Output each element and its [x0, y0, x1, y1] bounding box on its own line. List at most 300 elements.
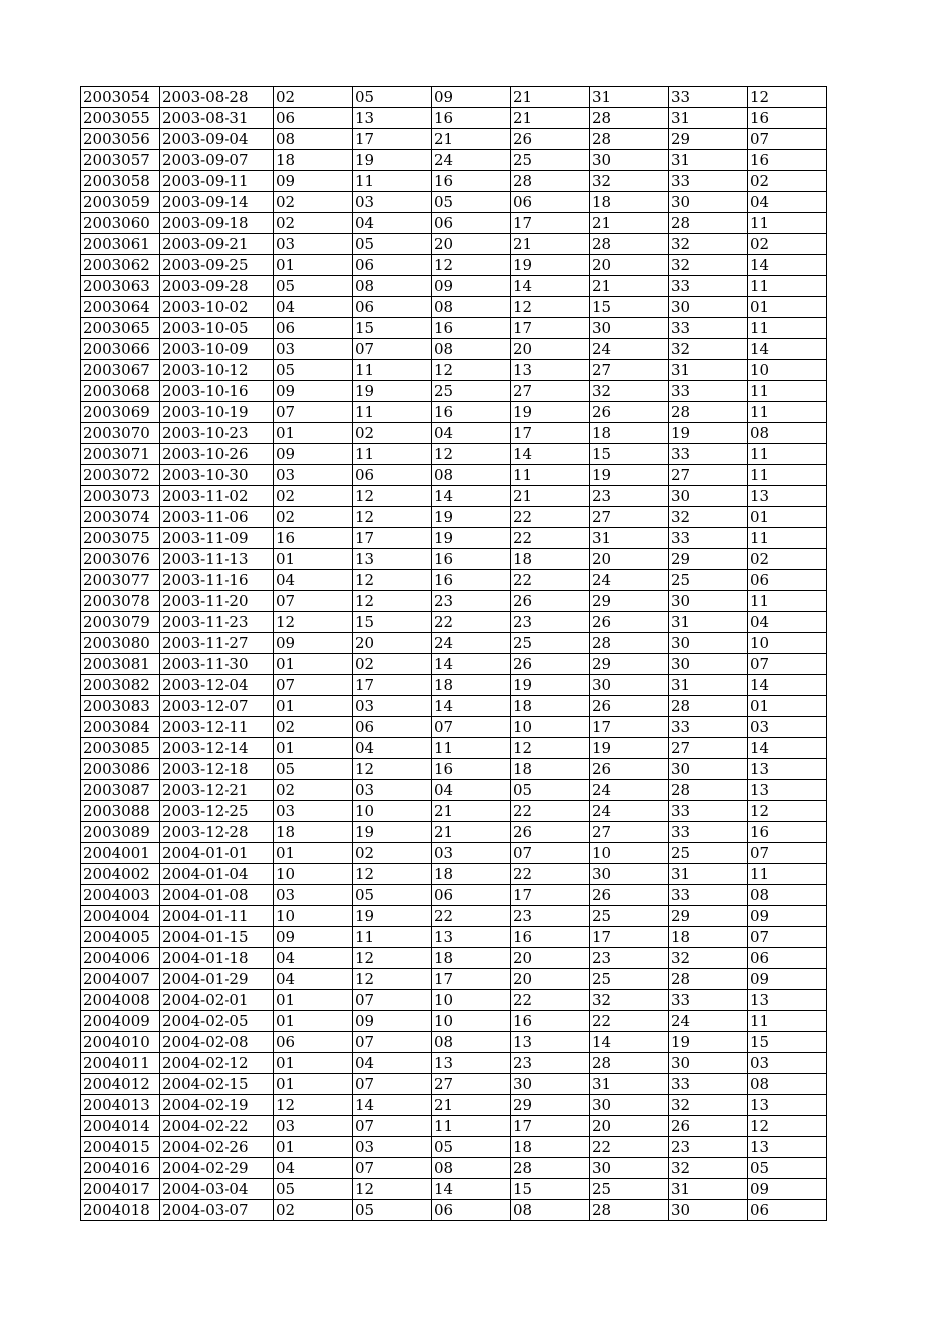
number-6-cell: 30 [669, 486, 748, 507]
number-1-cell: 04 [274, 948, 353, 969]
number-3-cell: 08 [432, 465, 511, 486]
number-6-cell: 25 [669, 570, 748, 591]
number-6-cell: 28 [669, 780, 748, 801]
table-row [81, 801, 827, 822]
issue-number-cell: 2003082 [81, 675, 160, 696]
number-4-cell: 23 [511, 612, 590, 633]
number-4-cell: 16 [511, 927, 590, 948]
special-number-cell: 07 [748, 129, 827, 150]
issue-number-cell: 2003083 [81, 696, 160, 717]
number-4-cell: 21 [511, 234, 590, 255]
table-row [81, 927, 827, 948]
number-1-cell: 04 [274, 1158, 353, 1179]
number-3-cell: 11 [432, 738, 511, 759]
issue-number-cell: 2003069 [81, 402, 160, 423]
number-1-cell: 09 [274, 171, 353, 192]
number-1-cell: 01 [274, 843, 353, 864]
number-4-cell: 25 [511, 150, 590, 171]
number-3-cell: 06 [432, 885, 511, 906]
number-5-cell: 29 [590, 654, 669, 675]
number-5-cell: 28 [590, 129, 669, 150]
special-number-cell: 07 [748, 843, 827, 864]
table-row [81, 885, 827, 906]
number-5-cell: 24 [590, 570, 669, 591]
number-6-cell: 32 [669, 507, 748, 528]
table-row [81, 1116, 827, 1137]
number-4-cell: 11 [511, 465, 590, 486]
number-4-cell: 15 [511, 1179, 590, 1200]
table-row [81, 213, 827, 234]
draw-date-cell: 2003-11-16 [160, 570, 274, 591]
table-row [81, 507, 827, 528]
issue-number-cell: 2004008 [81, 990, 160, 1011]
number-5-cell: 27 [590, 360, 669, 381]
number-2-cell: 12 [353, 759, 432, 780]
number-4-cell: 21 [511, 486, 590, 507]
number-1-cell: 04 [274, 570, 353, 591]
special-number-cell: 14 [748, 675, 827, 696]
number-3-cell: 18 [432, 675, 511, 696]
number-3-cell: 08 [432, 1158, 511, 1179]
number-6-cell: 31 [669, 150, 748, 171]
number-2-cell: 07 [353, 1032, 432, 1053]
number-6-cell: 29 [669, 129, 748, 150]
special-number-cell: 03 [748, 717, 827, 738]
number-4-cell: 06 [511, 192, 590, 213]
number-3-cell: 27 [432, 1074, 511, 1095]
number-4-cell: 22 [511, 570, 590, 591]
draw-date-cell: 2003-11-02 [160, 486, 274, 507]
draw-date-cell: 2004-02-01 [160, 990, 274, 1011]
number-4-cell: 25 [511, 633, 590, 654]
number-3-cell: 16 [432, 759, 511, 780]
draw-date-cell: 2003-10-30 [160, 465, 274, 486]
number-1-cell: 07 [274, 591, 353, 612]
number-1-cell: 05 [274, 1179, 353, 1200]
table-row [81, 1095, 827, 1116]
draw-date-cell: 2003-11-27 [160, 633, 274, 654]
number-4-cell: 26 [511, 591, 590, 612]
number-6-cell: 27 [669, 738, 748, 759]
number-6-cell: 28 [669, 402, 748, 423]
table-row [81, 759, 827, 780]
number-1-cell: 09 [274, 927, 353, 948]
number-4-cell: 10 [511, 717, 590, 738]
draw-date-cell: 2003-08-31 [160, 108, 274, 129]
issue-number-cell: 2003079 [81, 612, 160, 633]
number-3-cell: 16 [432, 549, 511, 570]
number-5-cell: 31 [590, 87, 669, 108]
table-row [81, 1053, 827, 1074]
number-4-cell: 17 [511, 213, 590, 234]
draw-date-cell: 2004-02-26 [160, 1137, 274, 1158]
number-2-cell: 12 [353, 969, 432, 990]
number-6-cell: 33 [669, 276, 748, 297]
number-2-cell: 12 [353, 948, 432, 969]
number-4-cell: 20 [511, 948, 590, 969]
number-2-cell: 11 [353, 360, 432, 381]
special-number-cell: 16 [748, 150, 827, 171]
number-5-cell: 21 [590, 276, 669, 297]
number-3-cell: 05 [432, 1137, 511, 1158]
number-1-cell: 01 [274, 1011, 353, 1032]
number-5-cell: 27 [590, 507, 669, 528]
number-2-cell: 13 [353, 549, 432, 570]
number-4-cell: 14 [511, 444, 590, 465]
number-2-cell: 11 [353, 927, 432, 948]
number-5-cell: 26 [590, 696, 669, 717]
number-4-cell: 12 [511, 738, 590, 759]
special-number-cell: 14 [748, 255, 827, 276]
number-5-cell: 10 [590, 843, 669, 864]
number-1-cell: 05 [274, 276, 353, 297]
table-row [81, 486, 827, 507]
number-4-cell: 23 [511, 1053, 590, 1074]
table-row [81, 255, 827, 276]
number-3-cell: 16 [432, 402, 511, 423]
special-number-cell: 10 [748, 633, 827, 654]
special-number-cell: 01 [748, 507, 827, 528]
number-3-cell: 10 [432, 990, 511, 1011]
number-1-cell: 01 [274, 1074, 353, 1095]
table-row [81, 297, 827, 318]
table-row [81, 234, 827, 255]
draw-date-cell: 2003-10-09 [160, 339, 274, 360]
table-row [81, 402, 827, 423]
special-number-cell: 07 [748, 927, 827, 948]
draw-date-cell: 2003-12-11 [160, 717, 274, 738]
special-number-cell: 03 [748, 1053, 827, 1074]
number-6-cell: 33 [669, 444, 748, 465]
number-4-cell: 30 [511, 1074, 590, 1095]
number-1-cell: 01 [274, 1137, 353, 1158]
table-row [81, 1137, 827, 1158]
number-3-cell: 07 [432, 717, 511, 738]
number-1-cell: 02 [274, 192, 353, 213]
issue-number-cell: 2003077 [81, 570, 160, 591]
number-5-cell: 23 [590, 948, 669, 969]
number-5-cell: 22 [590, 1137, 669, 1158]
number-1-cell: 04 [274, 969, 353, 990]
number-5-cell: 30 [590, 1158, 669, 1179]
number-1-cell: 01 [274, 696, 353, 717]
number-5-cell: 21 [590, 213, 669, 234]
number-3-cell: 14 [432, 1179, 511, 1200]
number-2-cell: 15 [353, 612, 432, 633]
number-5-cell: 20 [590, 255, 669, 276]
draw-date-cell: 2003-12-25 [160, 801, 274, 822]
number-6-cell: 30 [669, 759, 748, 780]
issue-number-cell: 2004009 [81, 1011, 160, 1032]
table-row [81, 1179, 827, 1200]
special-number-cell: 10 [748, 360, 827, 381]
number-5-cell: 15 [590, 444, 669, 465]
number-6-cell: 32 [669, 234, 748, 255]
number-3-cell: 13 [432, 927, 511, 948]
special-number-cell: 08 [748, 1074, 827, 1095]
number-6-cell: 33 [669, 87, 748, 108]
number-1-cell: 05 [274, 360, 353, 381]
number-1-cell: 03 [274, 885, 353, 906]
issue-number-cell: 2003059 [81, 192, 160, 213]
special-number-cell: 06 [748, 1200, 827, 1221]
number-5-cell: 17 [590, 717, 669, 738]
number-1-cell: 02 [274, 780, 353, 801]
issue-number-cell: 2004016 [81, 1158, 160, 1179]
number-6-cell: 32 [669, 948, 748, 969]
draw-date-cell: 2004-01-11 [160, 906, 274, 927]
number-3-cell: 20 [432, 234, 511, 255]
number-5-cell: 19 [590, 465, 669, 486]
draw-date-cell: 2004-02-15 [160, 1074, 274, 1095]
table-row [81, 108, 827, 129]
issue-number-cell: 2003056 [81, 129, 160, 150]
special-number-cell: 13 [748, 990, 827, 1011]
number-1-cell: 03 [274, 1116, 353, 1137]
issue-number-cell: 2003068 [81, 381, 160, 402]
number-6-cell: 33 [669, 528, 748, 549]
number-2-cell: 02 [353, 654, 432, 675]
issue-number-cell: 2004015 [81, 1137, 160, 1158]
number-4-cell: 26 [511, 654, 590, 675]
number-2-cell: 02 [353, 423, 432, 444]
number-5-cell: 32 [590, 171, 669, 192]
table-row [81, 675, 827, 696]
special-number-cell: 05 [748, 1158, 827, 1179]
number-4-cell: 17 [511, 423, 590, 444]
draw-date-cell: 2003-09-18 [160, 213, 274, 234]
number-6-cell: 32 [669, 1158, 748, 1179]
number-2-cell: 04 [353, 738, 432, 759]
number-5-cell: 28 [590, 108, 669, 129]
number-4-cell: 17 [511, 318, 590, 339]
draw-date-cell: 2004-01-08 [160, 885, 274, 906]
number-3-cell: 18 [432, 948, 511, 969]
number-2-cell: 06 [353, 297, 432, 318]
issue-number-cell: 2003054 [81, 87, 160, 108]
issue-number-cell: 2003076 [81, 549, 160, 570]
number-4-cell: 21 [511, 108, 590, 129]
special-number-cell: 07 [748, 654, 827, 675]
number-2-cell: 05 [353, 234, 432, 255]
number-3-cell: 24 [432, 150, 511, 171]
number-3-cell: 06 [432, 213, 511, 234]
number-3-cell: 19 [432, 528, 511, 549]
number-6-cell: 28 [669, 213, 748, 234]
special-number-cell: 11 [748, 381, 827, 402]
number-5-cell: 28 [590, 234, 669, 255]
number-3-cell: 10 [432, 1011, 511, 1032]
number-4-cell: 22 [511, 507, 590, 528]
special-number-cell: 11 [748, 465, 827, 486]
number-3-cell: 22 [432, 612, 511, 633]
number-2-cell: 12 [353, 570, 432, 591]
number-5-cell: 27 [590, 822, 669, 843]
number-6-cell: 33 [669, 318, 748, 339]
number-2-cell: 11 [353, 171, 432, 192]
table-row [81, 717, 827, 738]
number-3-cell: 21 [432, 822, 511, 843]
special-number-cell: 02 [748, 234, 827, 255]
special-number-cell: 16 [748, 822, 827, 843]
table-row [81, 318, 827, 339]
draw-date-cell: 2003-11-13 [160, 549, 274, 570]
special-number-cell: 09 [748, 906, 827, 927]
number-4-cell: 28 [511, 171, 590, 192]
table-row [81, 633, 827, 654]
special-number-cell: 11 [748, 213, 827, 234]
issue-number-cell: 2003084 [81, 717, 160, 738]
number-1-cell: 18 [274, 150, 353, 171]
number-3-cell: 16 [432, 318, 511, 339]
number-6-cell: 27 [669, 465, 748, 486]
number-3-cell: 09 [432, 87, 511, 108]
issue-number-cell: 2003088 [81, 801, 160, 822]
issue-number-cell: 2003064 [81, 297, 160, 318]
number-6-cell: 28 [669, 696, 748, 717]
issue-number-cell: 2004002 [81, 864, 160, 885]
number-1-cell: 03 [274, 465, 353, 486]
issue-number-cell: 2003057 [81, 150, 160, 171]
table-row [81, 612, 827, 633]
number-6-cell: 30 [669, 633, 748, 654]
table-row [81, 423, 827, 444]
issue-number-cell: 2003055 [81, 108, 160, 129]
special-number-cell: 08 [748, 423, 827, 444]
number-6-cell: 19 [669, 1032, 748, 1053]
number-1-cell: 01 [274, 423, 353, 444]
draw-date-cell: 2003-08-28 [160, 87, 274, 108]
draw-date-cell: 2004-01-01 [160, 843, 274, 864]
number-5-cell: 26 [590, 612, 669, 633]
number-1-cell: 03 [274, 801, 353, 822]
number-5-cell: 24 [590, 801, 669, 822]
draw-date-cell: 2003-10-23 [160, 423, 274, 444]
special-number-cell: 11 [748, 276, 827, 297]
special-number-cell: 11 [748, 528, 827, 549]
number-3-cell: 09 [432, 276, 511, 297]
special-number-cell: 09 [748, 969, 827, 990]
number-5-cell: 28 [590, 1053, 669, 1074]
number-6-cell: 33 [669, 381, 748, 402]
number-4-cell: 21 [511, 87, 590, 108]
issue-number-cell: 2003087 [81, 780, 160, 801]
table-row [81, 339, 827, 360]
number-5-cell: 18 [590, 423, 669, 444]
special-number-cell: 09 [748, 1179, 827, 1200]
number-5-cell: 19 [590, 738, 669, 759]
issue-number-cell: 2004017 [81, 1179, 160, 1200]
special-number-cell: 15 [748, 1032, 827, 1053]
draw-date-cell: 2003-11-06 [160, 507, 274, 528]
number-6-cell: 30 [669, 1053, 748, 1074]
issue-number-cell: 2003081 [81, 654, 160, 675]
number-6-cell: 33 [669, 1074, 748, 1095]
number-6-cell: 30 [669, 591, 748, 612]
number-3-cell: 08 [432, 297, 511, 318]
number-5-cell: 14 [590, 1032, 669, 1053]
number-2-cell: 19 [353, 906, 432, 927]
issue-number-cell: 2003061 [81, 234, 160, 255]
number-5-cell: 30 [590, 1095, 669, 1116]
draw-date-cell: 2003-11-20 [160, 591, 274, 612]
issue-number-cell: 2003062 [81, 255, 160, 276]
issue-number-cell: 2003073 [81, 486, 160, 507]
number-1-cell: 03 [274, 339, 353, 360]
special-number-cell: 11 [748, 402, 827, 423]
number-4-cell: 26 [511, 822, 590, 843]
number-1-cell: 10 [274, 906, 353, 927]
issue-number-cell: 2004013 [81, 1095, 160, 1116]
number-4-cell: 18 [511, 696, 590, 717]
special-number-cell: 12 [748, 87, 827, 108]
special-number-cell: 06 [748, 570, 827, 591]
number-6-cell: 24 [669, 1011, 748, 1032]
number-2-cell: 06 [353, 717, 432, 738]
number-4-cell: 22 [511, 528, 590, 549]
number-1-cell: 10 [274, 864, 353, 885]
table-row [81, 381, 827, 402]
number-5-cell: 31 [590, 1074, 669, 1095]
special-number-cell: 13 [748, 486, 827, 507]
number-5-cell: 25 [590, 969, 669, 990]
number-1-cell: 06 [274, 318, 353, 339]
number-4-cell: 16 [511, 1011, 590, 1032]
number-2-cell: 10 [353, 801, 432, 822]
number-6-cell: 31 [669, 108, 748, 129]
number-3-cell: 19 [432, 507, 511, 528]
number-1-cell: 02 [274, 717, 353, 738]
draw-date-cell: 2003-09-21 [160, 234, 274, 255]
number-1-cell: 02 [274, 213, 353, 234]
special-number-cell: 08 [748, 885, 827, 906]
number-2-cell: 12 [353, 486, 432, 507]
issue-number-cell: 2003071 [81, 444, 160, 465]
draw-date-cell: 2004-01-15 [160, 927, 274, 948]
number-3-cell: 06 [432, 1200, 511, 1221]
number-5-cell: 30 [590, 150, 669, 171]
issue-number-cell: 2003058 [81, 171, 160, 192]
number-2-cell: 03 [353, 192, 432, 213]
number-6-cell: 33 [669, 822, 748, 843]
table-row [81, 1200, 827, 1221]
number-5-cell: 23 [590, 486, 669, 507]
number-1-cell: 01 [274, 549, 353, 570]
number-5-cell: 26 [590, 885, 669, 906]
number-6-cell: 31 [669, 1179, 748, 1200]
number-6-cell: 31 [669, 360, 748, 381]
number-6-cell: 31 [669, 675, 748, 696]
draw-date-cell: 2003-09-28 [160, 276, 274, 297]
number-5-cell: 32 [590, 381, 669, 402]
number-3-cell: 21 [432, 129, 511, 150]
table-row [81, 465, 827, 486]
number-6-cell: 30 [669, 1200, 748, 1221]
number-5-cell: 17 [590, 927, 669, 948]
number-6-cell: 29 [669, 549, 748, 570]
number-2-cell: 03 [353, 696, 432, 717]
number-4-cell: 18 [511, 549, 590, 570]
issue-number-cell: 2003075 [81, 528, 160, 549]
number-3-cell: 22 [432, 906, 511, 927]
number-5-cell: 32 [590, 990, 669, 1011]
draw-date-cell: 2004-01-18 [160, 948, 274, 969]
number-6-cell: 30 [669, 192, 748, 213]
table-row [81, 906, 827, 927]
number-2-cell: 17 [353, 528, 432, 549]
number-6-cell: 30 [669, 654, 748, 675]
number-2-cell: 06 [353, 465, 432, 486]
